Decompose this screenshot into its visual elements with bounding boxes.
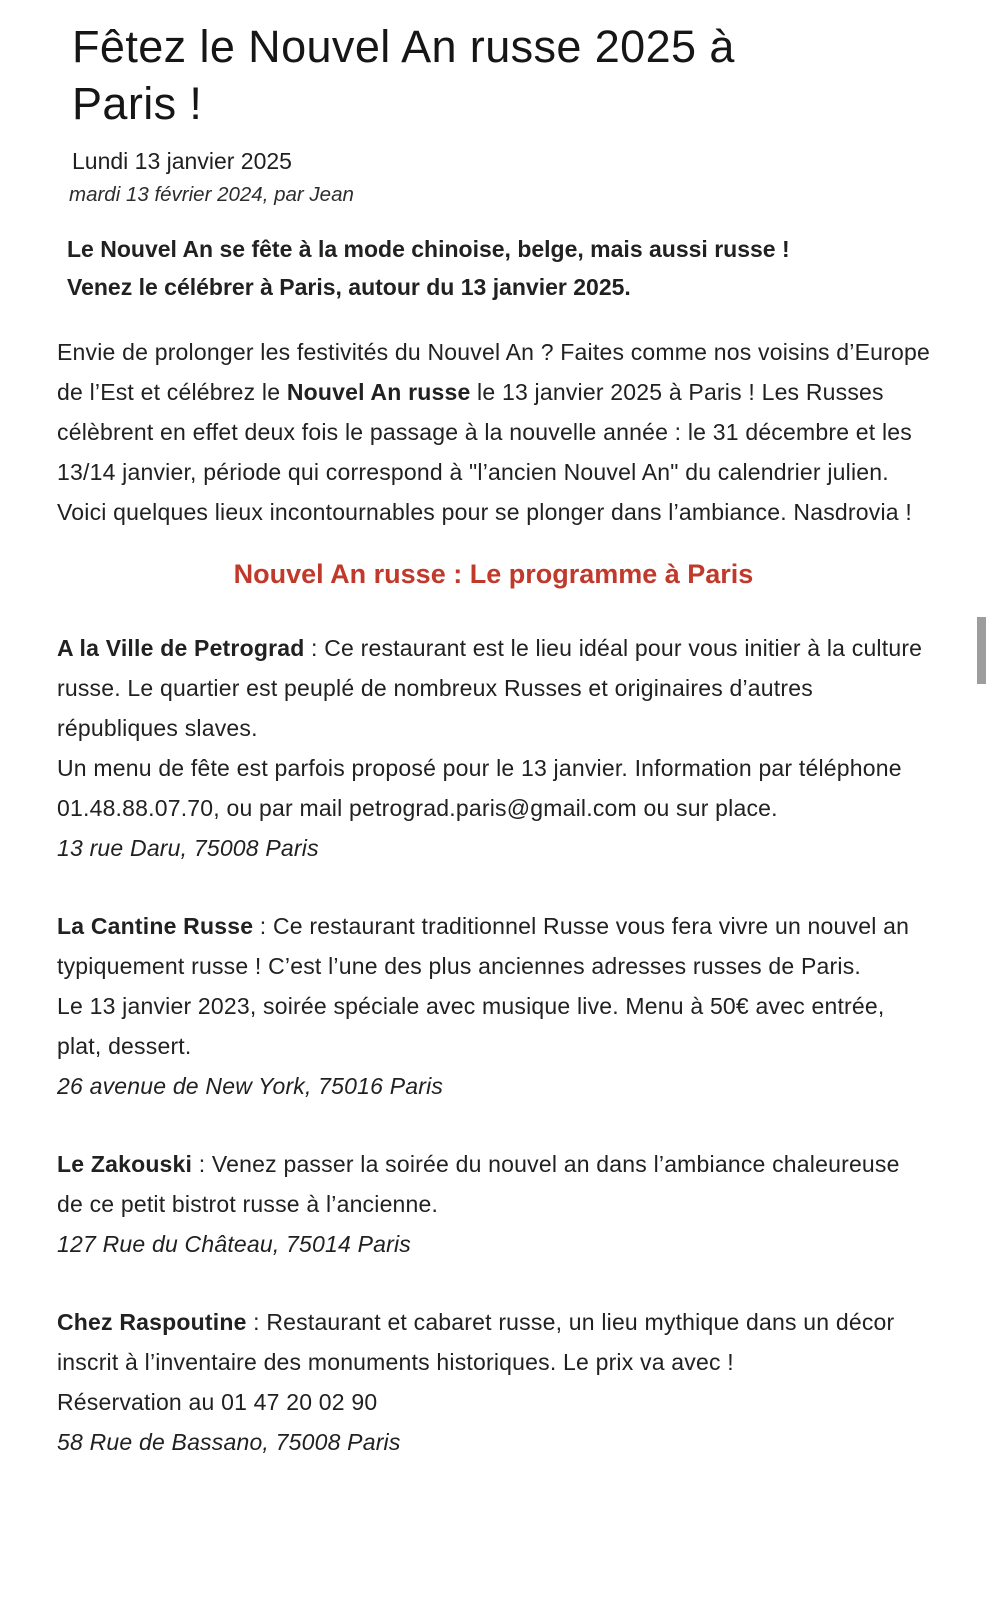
venue-description xyxy=(57,1144,930,1224)
venue-text: : Restaurant et cabaret russe, un lieu mythique dans un décor inscrit à l’inventaire des monuments historiques. Le prix va avec ! xyxy=(57,1309,895,1375)
page-title: Fêtez le Nouvel An russe 2025 à Paris ! xyxy=(72,21,735,129)
section-heading: Nouvel An russe : Le programme à Paris xyxy=(233,559,754,589)
venue-extra-info: Le 13 janvier 2023, soirée spéciale avec musique live. Menu à 50€ avec entrée, plat, dessert. xyxy=(57,993,885,1059)
event-date: Lundi 13 janvier 2025 xyxy=(72,148,292,174)
venue-cantine-russe xyxy=(57,906,930,1106)
venue-address: 58 Rue de Bassano, 75008 Paris xyxy=(57,1429,401,1455)
venue-description xyxy=(57,1302,930,1382)
lead-paragraph xyxy=(57,332,930,532)
lead-bold-phrase: Nouvel An russe xyxy=(286,379,471,405)
lead-text-after: le 13 janvier 2025 à Paris ! Les Russes célèbrent en effet deux fois le passage à la nouvelle année : le 31 décembre et les 13/14 janvier, période qui correspond à "l’ancien Nouvel An" du calendrier julien. Voici quelques lieux incontournables pour se plonger dans l’ambiance. Nasdrovia ! xyxy=(57,379,912,525)
venue-text: : Ce restaurant traditionnel Russe vous fera vivre un nouvel an typiquement russe ! C’est l’une des plus anciennes adresses russes de Paris. xyxy=(57,913,910,979)
venue-zakouski xyxy=(57,1144,930,1264)
venue-name: La Cantine Russe xyxy=(57,913,254,939)
venue-petrograd xyxy=(57,628,930,868)
venue-name: A la Ville de Petrograd xyxy=(57,635,305,661)
venue-address: 127 Rue du Château, 75014 Paris xyxy=(57,1231,412,1257)
venue-description xyxy=(57,906,930,986)
venue-address: 26 avenue de New York, 75016 Paris xyxy=(57,1073,444,1099)
venue-name: Le Zakouski xyxy=(57,1151,193,1177)
venue-raspoutine xyxy=(57,1302,930,1462)
venue-name: Chez Raspoutine xyxy=(57,1309,247,1335)
venue-text: : Venez passer la soirée du nouvel an dans l’ambiance chaleureuse de ce petit bistrot russe à l’ancienne. xyxy=(57,1151,900,1217)
venue-description xyxy=(57,628,930,748)
byline: mardi 13 février 2024, par Jean xyxy=(69,183,354,206)
intro-text: Le Nouvel An se fête à la mode chinoise, belge, mais aussi russe ! Venez le célébrer à Paris, autour du 13 janvier 2025. xyxy=(67,236,790,300)
scrollbar-thumb[interactable] xyxy=(977,617,986,684)
venue-extra-info: Un menu de fête est parfois proposé pour le 13 janvier. Information par téléphone 01.48.88.07.70, ou par mail petrograd.paris@gmail.com ou sur place. xyxy=(57,755,902,821)
venue-text: : Ce restaurant est le lieu idéal pour vous initier à la culture russe. Le quartier est peuplé de nombreux Russes et originaires d’autres républiques slaves. xyxy=(57,635,923,741)
lead-text-before: Envie de prolonger les festivités du Nouvel An ? Faites comme nos voisins d’Europe de l’Est et célébrez le xyxy=(57,339,930,405)
venue-extra-info: Réservation au 01 47 20 02 90 xyxy=(57,1389,378,1415)
venue-address: 13 rue Daru, 75008 Paris xyxy=(57,835,319,861)
